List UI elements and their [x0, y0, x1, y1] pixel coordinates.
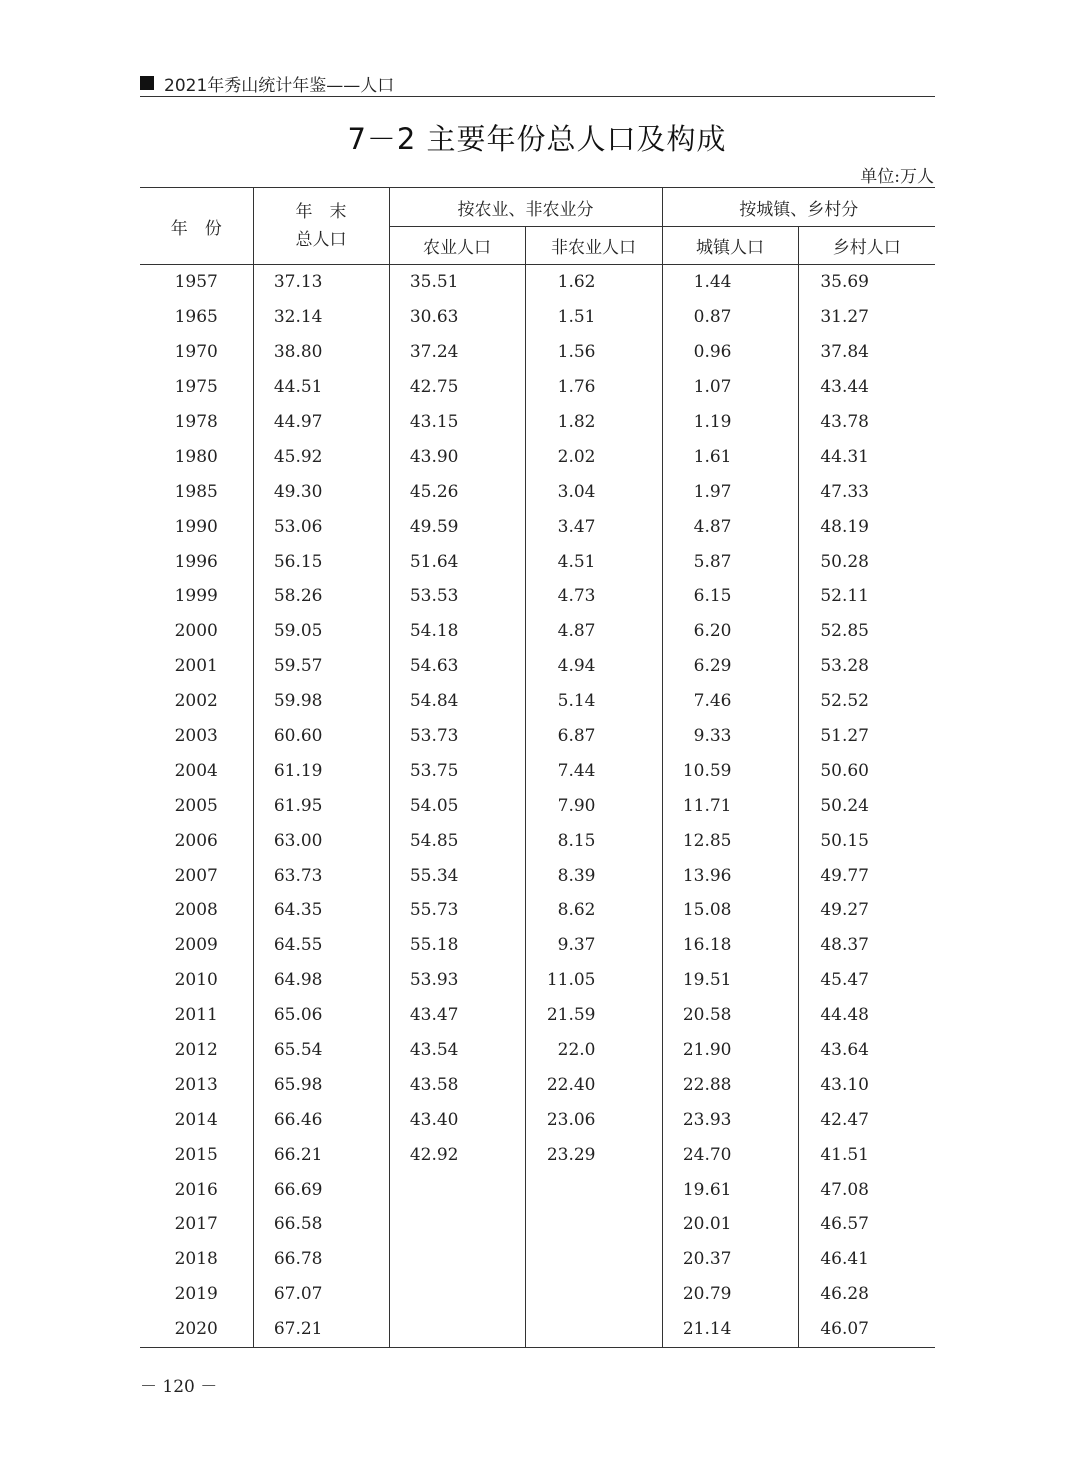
header-year	[140, 188, 253, 265]
nonagri-cell: 5.14	[525, 684, 662, 719]
header-total-line2: 总人口	[295, 230, 347, 250]
total-cell: 63.00	[253, 823, 389, 858]
rural-cell: 51.27	[820, 726, 869, 747]
rural-cell: 45.47	[820, 970, 869, 991]
table-row	[140, 405, 935, 440]
agri-cell: 43.54	[389, 1033, 525, 1068]
nonagri-cell: 21.59	[525, 998, 662, 1033]
total-cell: 59.05	[253, 614, 389, 649]
total-cell: 66.21	[253, 1137, 389, 1172]
rural-cell: 44.31	[820, 446, 869, 467]
agri-cell: 54.63	[389, 649, 525, 684]
agri-cell: 43.40	[389, 1102, 525, 1137]
table-row	[140, 1277, 935, 1312]
unit-label: 单位:万人	[860, 167, 934, 187]
year-cell: 1985	[140, 474, 253, 509]
urban-cell: 19.61	[662, 1172, 798, 1207]
table-row	[140, 370, 935, 405]
agri-cell: 55.18	[389, 928, 525, 963]
rural-cell: 52.85	[820, 621, 869, 642]
nonagri-cell: 7.90	[525, 788, 662, 823]
agri-cell	[389, 1312, 525, 1347]
urban-cell: 11.71	[662, 788, 798, 823]
total-cell: 67.07	[253, 1277, 389, 1312]
urban-cell: 6.15	[662, 579, 798, 614]
nonagri-cell: 22.0	[525, 1033, 662, 1068]
total-cell: 66.58	[253, 1207, 389, 1242]
year-cell: 1996	[140, 544, 253, 579]
agri-cell: 54.84	[389, 684, 525, 719]
nonagri-cell: 23.06	[525, 1102, 662, 1137]
year-cell: 1965	[140, 300, 253, 335]
agri-cell: 54.05	[389, 788, 525, 823]
nonagri-cell: 9.37	[525, 928, 662, 963]
rural-cell: 43.64	[820, 1040, 869, 1061]
table-row	[140, 788, 935, 823]
rural-cell: 43.78	[820, 412, 869, 432]
year-cell: 2015	[140, 1137, 253, 1172]
header-agri: 农业人口	[389, 227, 525, 265]
rural-cell: 47.33	[820, 481, 869, 502]
table-row	[140, 823, 935, 858]
agri-cell	[389, 1207, 525, 1242]
nonagri-cell: 1.56	[525, 335, 662, 370]
urban-cell: 20.37	[662, 1242, 798, 1277]
urban-cell: 16.18	[662, 928, 798, 963]
square-bullet-icon	[140, 76, 154, 90]
total-cell: 56.15	[253, 544, 389, 579]
nonagri-cell: 1.51	[525, 300, 662, 335]
total-cell: 44.51	[253, 370, 389, 405]
year-cell: 2000	[140, 614, 253, 649]
rural-cell: 49.27	[820, 900, 869, 921]
rural-cell: 46.07	[798, 1312, 935, 1347]
table-row	[140, 579, 935, 614]
urban-cell: 1.44	[662, 265, 798, 300]
table-row	[140, 1242, 935, 1277]
nonagri-cell: 8.39	[525, 858, 662, 893]
agri-cell: 45.26	[389, 474, 525, 509]
nonagri-cell: 4.94	[525, 649, 662, 684]
nonagri-cell	[525, 1277, 662, 1312]
year-cell: 2012	[140, 1033, 253, 1068]
header-year-label: 年 份	[170, 218, 222, 239]
rural-cell: 41.51	[820, 1144, 869, 1165]
agri-cell: 42.75	[389, 370, 525, 405]
nonagri-cell	[525, 1242, 662, 1277]
table-row	[140, 335, 935, 370]
urban-cell: 20.58	[662, 998, 798, 1033]
rural-cell: 52.11	[820, 586, 869, 607]
urban-cell: 20.79	[662, 1277, 798, 1312]
header-rural: 乡村人口	[798, 227, 935, 265]
year-cell: 2002	[140, 684, 253, 719]
agri-cell: 54.85	[389, 823, 525, 858]
year-cell: 2009	[140, 928, 253, 963]
year-cell: 2003	[140, 719, 253, 754]
nonagri-cell	[525, 1172, 662, 1207]
rural-cell: 50.28	[820, 551, 869, 572]
urban-cell: 6.29	[662, 649, 798, 684]
agri-cell: 43.15	[389, 405, 525, 440]
table-row	[140, 509, 935, 544]
table-row	[140, 963, 935, 998]
urban-cell: 1.07	[662, 370, 798, 405]
table-row	[140, 265, 935, 300]
rural-cell: 50.15	[820, 830, 869, 851]
agri-cell	[389, 1172, 525, 1207]
table-row	[140, 1172, 935, 1207]
year-cell: 2004	[140, 753, 253, 788]
table-row	[140, 1033, 935, 1068]
rural-cell: 46.57	[820, 1214, 869, 1235]
nonagri-cell: 1.62	[525, 265, 662, 300]
table-row	[140, 300, 935, 335]
total-cell: 38.80	[253, 335, 389, 370]
total-cell: 59.98	[253, 684, 389, 719]
total-cell: 67.21	[253, 1312, 389, 1347]
rural-cell: 52.52	[820, 691, 869, 712]
table-row	[140, 998, 935, 1033]
nonagri-cell: 6.87	[525, 719, 662, 754]
agri-cell: 43.90	[389, 439, 525, 474]
nonagri-cell: 22.40	[525, 1067, 662, 1102]
year-cell: 1978	[140, 405, 253, 440]
rural-cell: 43.44	[820, 377, 869, 398]
header-group-urban: 按城镇、乡村分	[662, 188, 935, 227]
header-total-line1: 年 末	[295, 202, 347, 222]
agri-cell: 55.34	[389, 858, 525, 893]
nonagri-cell: 7.44	[525, 753, 662, 788]
running-header-title: 2021年秀山统计年鉴——人口	[164, 75, 395, 96]
urban-cell: 24.70	[662, 1137, 798, 1172]
rural-cell: 50.60	[820, 760, 869, 781]
urban-cell: 22.88	[662, 1067, 798, 1102]
year-cell: 1990	[140, 509, 253, 544]
table-row	[140, 719, 935, 754]
year-cell: 2020	[140, 1312, 253, 1347]
year-cell: 2001	[140, 649, 253, 684]
rural-cell: 46.28	[820, 1284, 869, 1305]
table-row	[140, 474, 935, 509]
table-body	[140, 265, 935, 1348]
urban-cell: 23.93	[662, 1102, 798, 1137]
table-row	[140, 858, 935, 893]
agri-cell: 49.59	[389, 509, 525, 544]
urban-cell: 1.19	[662, 405, 798, 440]
rural-cell: 49.77	[820, 865, 869, 886]
nonagri-cell	[525, 1312, 662, 1347]
urban-cell: 21.14	[662, 1312, 798, 1347]
year-cell: 2011	[140, 998, 253, 1033]
agri-cell: 53.93	[389, 963, 525, 998]
agri-cell: 37.24	[389, 335, 525, 370]
year-cell: 2017	[140, 1207, 253, 1242]
table-row	[140, 1137, 935, 1172]
agri-cell: 53.53	[389, 579, 525, 614]
nonagri-cell: 3.47	[525, 509, 662, 544]
urban-cell: 4.87	[662, 509, 798, 544]
table-row	[140, 439, 935, 474]
table-row	[140, 1207, 935, 1242]
rural-cell: 47.08	[820, 1179, 869, 1200]
agri-cell: 43.58	[389, 1067, 525, 1102]
total-cell: 49.30	[253, 474, 389, 509]
year-cell: 2014	[140, 1102, 253, 1137]
total-cell: 60.60	[253, 719, 389, 754]
urban-cell: 9.33	[662, 719, 798, 754]
urban-cell: 12.85	[662, 823, 798, 858]
year-cell: 2016	[140, 1172, 253, 1207]
table-row	[140, 1067, 935, 1102]
agri-cell: 42.92	[389, 1137, 525, 1172]
total-cell: 61.95	[253, 788, 389, 823]
total-cell: 64.35	[253, 893, 389, 928]
rural-cell: 48.19	[820, 516, 869, 537]
table-row	[140, 684, 935, 719]
total-cell: 64.55	[253, 928, 389, 963]
header-urban: 城镇人口	[662, 227, 798, 265]
year-cell: 2005	[140, 788, 253, 823]
nonagri-cell: 2.02	[525, 439, 662, 474]
table-row	[140, 928, 935, 963]
rural-cell: 53.28	[820, 656, 869, 677]
total-cell: 66.78	[253, 1242, 389, 1277]
table-row	[140, 893, 935, 928]
header-nonagri: 非农业人口	[525, 227, 662, 265]
total-cell: 65.98	[253, 1067, 389, 1102]
table-row	[140, 649, 935, 684]
year-cell: 1975	[140, 370, 253, 405]
urban-cell: 20.01	[662, 1207, 798, 1242]
total-cell: 37.13	[253, 265, 389, 300]
table-row	[140, 614, 935, 649]
nonagri-cell: 23.29	[525, 1137, 662, 1172]
nonagri-cell: 4.87	[525, 614, 662, 649]
total-cell: 65.06	[253, 998, 389, 1033]
urban-cell: 10.59	[662, 753, 798, 788]
total-cell: 59.57	[253, 649, 389, 684]
nonagri-cell: 3.04	[525, 474, 662, 509]
header-group-agri: 按农业、非农业分	[389, 188, 662, 227]
rural-cell: 48.37	[820, 935, 869, 956]
agri-cell: 43.47	[389, 998, 525, 1033]
agri-cell: 53.73	[389, 719, 525, 754]
rural-cell: 50.24	[820, 795, 869, 816]
rural-cell: 31.27	[820, 307, 869, 328]
total-cell: 58.26	[253, 579, 389, 614]
urban-cell: 1.61	[662, 439, 798, 474]
agri-cell: 53.75	[389, 753, 525, 788]
urban-cell: 5.87	[662, 544, 798, 579]
population-table	[140, 187, 935, 1348]
agri-cell: 35.51	[389, 265, 525, 300]
nonagri-cell: 8.15	[525, 823, 662, 858]
header-total	[253, 188, 389, 265]
year-cell: 2018	[140, 1242, 253, 1277]
urban-cell: 7.46	[662, 684, 798, 719]
table-header	[140, 188, 935, 265]
rural-cell: 43.10	[820, 1074, 869, 1095]
year-cell: 1999	[140, 579, 253, 614]
year-cell: 2013	[140, 1067, 253, 1102]
agri-cell: 51.64	[389, 544, 525, 579]
urban-cell: 1.97	[662, 474, 798, 509]
total-cell: 53.06	[253, 509, 389, 544]
rural-cell: 35.69	[820, 272, 869, 293]
year-cell: 1957	[140, 265, 253, 300]
urban-cell: 0.87	[662, 300, 798, 335]
table-row	[140, 1102, 935, 1137]
year-cell: 2019	[140, 1277, 253, 1312]
table-row	[140, 544, 935, 579]
urban-cell: 19.51	[662, 963, 798, 998]
table-row	[140, 1312, 935, 1347]
total-cell: 32.14	[253, 300, 389, 335]
total-cell: 65.54	[253, 1033, 389, 1068]
urban-cell: 13.96	[662, 858, 798, 893]
urban-cell: 15.08	[662, 893, 798, 928]
agri-cell: 30.63	[389, 300, 525, 335]
nonagri-cell: 11.05	[525, 963, 662, 998]
rural-cell: 44.48	[820, 1005, 869, 1026]
urban-cell: 0.96	[662, 335, 798, 370]
agri-cell: 55.73	[389, 893, 525, 928]
nonagri-cell: 1.76	[525, 370, 662, 405]
table-title: 7－2 主要年份总人口及构成	[347, 122, 727, 156]
urban-cell: 21.90	[662, 1033, 798, 1068]
page-number: － 120 －	[140, 1377, 218, 1397]
rural-cell: 37.84	[820, 342, 869, 363]
total-cell: 64.98	[253, 963, 389, 998]
nonagri-cell	[525, 1207, 662, 1242]
total-cell: 45.92	[253, 439, 389, 474]
total-cell: 44.97	[253, 405, 389, 440]
year-cell: 2010	[140, 963, 253, 998]
agri-cell	[389, 1242, 525, 1277]
year-cell: 2007	[140, 858, 253, 893]
running-header	[140, 70, 935, 97]
rural-cell: 46.41	[820, 1249, 869, 1270]
year-cell: 2008	[140, 893, 253, 928]
rural-cell: 42.47	[820, 1109, 869, 1130]
nonagri-cell: 8.62	[525, 893, 662, 928]
nonagri-cell: 4.73	[525, 579, 662, 614]
year-cell: 1970	[140, 335, 253, 370]
total-cell: 66.69	[253, 1172, 389, 1207]
table-row	[140, 753, 935, 788]
total-cell: 61.19	[253, 753, 389, 788]
year-cell: 2006	[140, 823, 253, 858]
agri-cell	[389, 1277, 525, 1312]
nonagri-cell: 4.51	[525, 544, 662, 579]
urban-cell: 6.20	[662, 614, 798, 649]
year-cell: 1980	[140, 439, 253, 474]
total-cell: 66.46	[253, 1102, 389, 1137]
total-cell: 63.73	[253, 858, 389, 893]
nonagri-cell: 1.82	[525, 405, 662, 440]
agri-cell: 54.18	[389, 614, 525, 649]
